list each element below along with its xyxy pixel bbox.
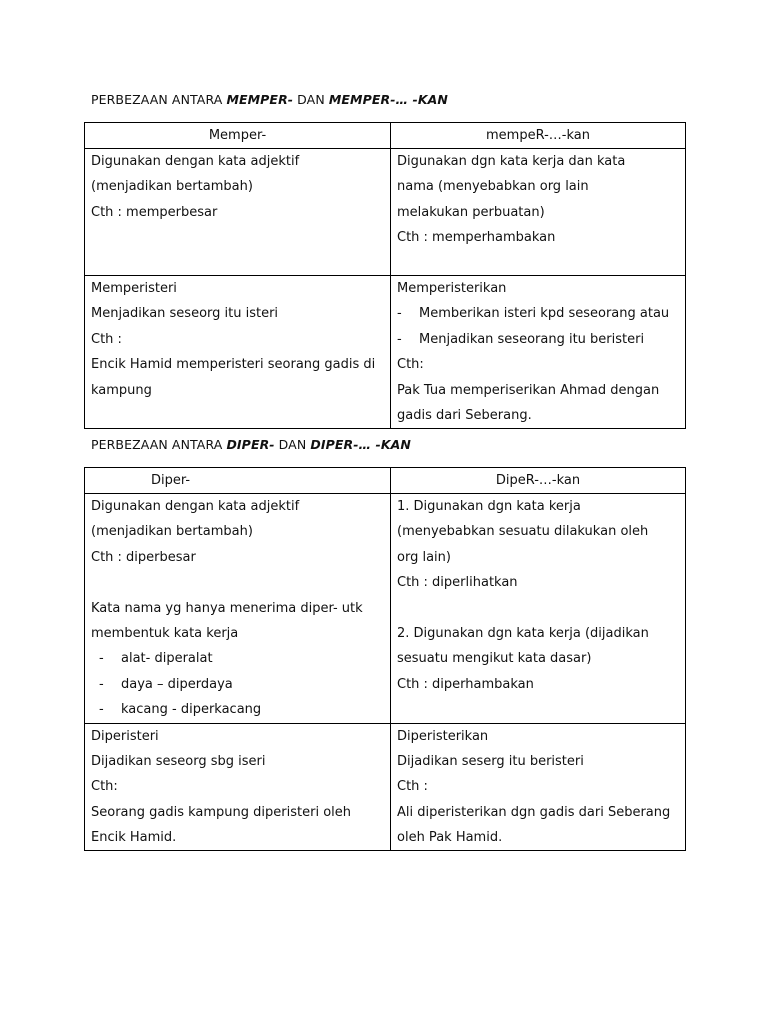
- cell-line: Memperisterikan: [397, 281, 507, 296]
- dash-bullet-icon: -: [99, 702, 104, 718]
- cell-line: oleh Pak Hamid.: [397, 830, 503, 846]
- cell-line: 1. Digunakan dgn kata kerja: [397, 499, 581, 514]
- cell-line: (menyebabkan sesuatu dilakukan oleh: [397, 524, 649, 540]
- cell-line: Encik Hamid memperisteri seorang gadis di: [91, 357, 376, 373]
- column-header: DipeR-…-kan: [391, 468, 686, 494]
- cell-line: Cth:: [91, 779, 118, 795]
- bullet-item: [91, 646, 384, 671]
- cell-line: Cth:: [397, 357, 424, 373]
- dash-bullet-icon: -: [397, 306, 402, 322]
- bullet-item: [91, 697, 384, 722]
- dash-bullet-icon: -: [99, 651, 104, 667]
- cell-line: org lain): [397, 549, 451, 565]
- cell-line: Cth : memperhambakan: [397, 230, 556, 246]
- cell-line: Cth : diperbesar: [91, 549, 196, 565]
- heading-prefix: PERBEZAAN ANTARA: [91, 437, 227, 452]
- section-heading-diper: [91, 437, 411, 452]
- cell-line: Pak Tua memperiserikan Ahmad dengan: [397, 382, 660, 398]
- cell-line: Cth :: [397, 779, 428, 795]
- cell-line: Menjadikan seseorg itu isteri: [91, 306, 279, 322]
- bullet-item: [397, 327, 679, 352]
- blank-line: [91, 570, 384, 595]
- table-cell: [85, 276, 391, 429]
- dash-bullet-icon: -: [99, 676, 104, 692]
- table-header-row: [85, 468, 686, 494]
- cell-line: Digunakan dengan kata adjektif: [91, 499, 300, 514]
- cell-line: 2. Digunakan dgn kata kerja (dijadikan: [397, 625, 649, 641]
- heading-prefix: PERBEZAAN ANTARA: [91, 92, 227, 107]
- cell-line: (menjadikan bertambah): [91, 524, 253, 540]
- bullet-text: kacang - diperkacang: [121, 702, 262, 718]
- cell-line: Diperisterikan: [397, 728, 489, 744]
- table-cell: [85, 149, 391, 276]
- cell-line: Cth :: [91, 331, 122, 347]
- cell-line: Dijadikan seserg itu beristeri: [397, 753, 584, 769]
- table-cell: [391, 149, 686, 276]
- heading-mid: DAN: [293, 92, 329, 107]
- table-row: [85, 494, 686, 724]
- table-cell: [391, 494, 686, 724]
- table-row: [85, 276, 686, 429]
- comparison-table-diper: [84, 467, 686, 851]
- table-cell: [391, 276, 686, 429]
- table-cell: [85, 723, 391, 851]
- bullet-text: daya – diperdaya: [121, 676, 233, 692]
- column-header: mempeR-…-kan: [391, 123, 686, 149]
- cell-line: sesuatu mengikut kata dasar): [397, 651, 592, 667]
- bullet-item: [397, 301, 679, 326]
- heading-term-2: MEMPER-… -KAN: [328, 92, 448, 107]
- cell-line: Dijadikan seseorg sbg iseri: [91, 753, 266, 769]
- cell-line: Digunakan dgn kata kerja dan kata: [397, 154, 626, 169]
- column-header: Memper-: [85, 123, 391, 149]
- comparison-table-memper: [84, 122, 686, 429]
- cell-line: nama (menyebabkan org lain: [397, 179, 589, 195]
- bullet-text: Memberikan isteri kpd seseorang atau: [419, 306, 670, 322]
- table-row: [85, 149, 686, 276]
- cell-line: Diperisteri: [91, 728, 159, 744]
- cell-line: gadis dari Seberang.: [397, 407, 532, 423]
- cell-line: (menjadikan bertambah): [91, 179, 253, 195]
- table-header-row: [85, 123, 686, 149]
- heading-term-1: DIPER-: [226, 437, 275, 452]
- bullet-item: [91, 672, 384, 697]
- blank-line: [397, 596, 679, 621]
- column-header: Diper-: [85, 468, 391, 494]
- table-cell: [85, 494, 391, 724]
- bullet-text: Menjadikan seseorang itu beristeri: [419, 331, 645, 347]
- cell-line: melakukan perbuatan): [397, 204, 545, 220]
- heading-term-2: DIPER-… -KAN: [310, 437, 411, 452]
- cell-line: Ali diperisterikan dgn gadis dari Seberang: [397, 804, 671, 820]
- cell-line: kampung: [91, 382, 152, 398]
- heading-term-1: MEMPER-: [226, 92, 294, 107]
- cell-line: Cth : diperlihatkan: [397, 575, 518, 591]
- cell-line: Digunakan dengan kata adjektif: [91, 154, 300, 169]
- heading-mid: DAN: [274, 437, 311, 452]
- cell-line: Seorang gadis kampung diperisteri oleh: [91, 804, 351, 820]
- section-heading-memper: [91, 92, 448, 107]
- cell-line: membentuk kata kerja: [91, 625, 239, 641]
- bullet-text: alat- diperalat: [121, 651, 213, 667]
- cell-line: Cth : memperbesar: [91, 204, 218, 220]
- cell-line: Kata nama yg hanya menerima diper- utk: [91, 600, 363, 616]
- dash-bullet-icon: -: [397, 331, 402, 347]
- table-row: [85, 723, 686, 851]
- cell-line: Encik Hamid.: [91, 830, 177, 846]
- table-cell: [391, 723, 686, 851]
- cell-line: Memperisteri: [91, 281, 177, 296]
- cell-line: Cth : diperhambakan: [397, 676, 534, 692]
